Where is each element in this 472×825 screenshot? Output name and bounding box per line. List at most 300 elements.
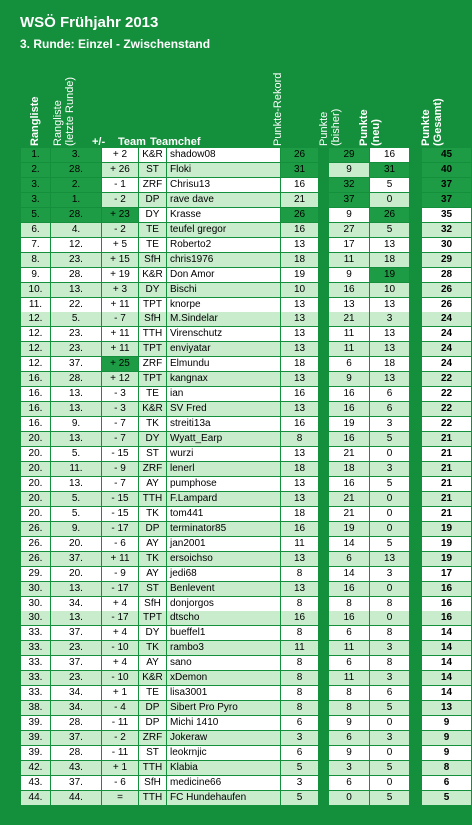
- prev-rank-cell: 34.: [51, 686, 101, 700]
- team-cell: SfH: [139, 597, 166, 611]
- prev-rank-cell: 28.: [51, 268, 101, 282]
- gap: [410, 372, 421, 387]
- gap: [319, 761, 328, 776]
- prev-rank-cell: 37.: [51, 552, 101, 566]
- table-row: [21, 477, 471, 493]
- punkte-bisher-cell: 32: [329, 178, 369, 192]
- diff-cell: - 2: [102, 223, 138, 237]
- punkte-gesamt-cell: 19: [422, 522, 471, 536]
- diff-cell: + 11: [102, 298, 138, 312]
- table-row: [21, 746, 471, 762]
- punkte-bisher-cell: 17: [329, 238, 369, 252]
- teamchef-cell: medicine66: [167, 776, 280, 790]
- table-row: [21, 268, 471, 284]
- teamchef-cell: Virenschutz: [167, 327, 280, 341]
- diff-cell: - 9: [102, 462, 138, 476]
- teamchef-cell: pumphose: [167, 477, 280, 491]
- rank-cell: 42.: [21, 761, 50, 775]
- punkte-neu-cell: 6: [370, 402, 409, 416]
- rank-cell: 20.: [21, 507, 50, 521]
- punkte-rekord-cell: 10: [281, 283, 318, 297]
- table-row: [21, 492, 471, 508]
- punkte-neu-cell: 18: [370, 357, 409, 371]
- teamchef-cell: Don Amor: [167, 268, 280, 282]
- punkte-neu-cell: 13: [370, 552, 409, 566]
- table-row: [21, 402, 471, 418]
- team-cell: K&R: [139, 268, 166, 282]
- punkte-bisher-cell: 16: [329, 402, 369, 416]
- punkte-rekord-cell: 13: [281, 492, 318, 506]
- diff-cell: + 2: [102, 148, 138, 162]
- gap: [410, 148, 421, 163]
- punkte-bisher-cell: 16: [329, 283, 369, 297]
- diff-cell: + 1: [102, 686, 138, 700]
- team-cell: DP: [139, 716, 166, 730]
- rank-cell: 20.: [21, 492, 50, 506]
- gap: [319, 402, 328, 417]
- teamchef-cell: F.Lampard: [167, 492, 280, 506]
- header-punkte-gesamt: Punkte (Gesamt): [420, 98, 444, 146]
- prev-rank-cell: 1.: [51, 193, 101, 207]
- punkte-neu-cell: 16: [370, 148, 409, 162]
- teamchef-cell: teufel gregor: [167, 223, 280, 237]
- prev-rank-cell: 13.: [51, 477, 101, 491]
- table-row: [21, 417, 471, 433]
- prev-rank-cell: 4.: [51, 223, 101, 237]
- gap: [410, 611, 421, 626]
- gap: [319, 597, 328, 612]
- gap: [410, 178, 421, 193]
- gap: [410, 582, 421, 597]
- punkte-rekord-cell: 8: [281, 432, 318, 446]
- gap: [410, 597, 421, 612]
- team-cell: TK: [139, 507, 166, 521]
- teamchef-cell: Chrisu13: [167, 178, 280, 192]
- punkte-rekord-cell: 18: [281, 357, 318, 371]
- table-row: [21, 283, 471, 299]
- punkte-bisher-cell: 18: [329, 462, 369, 476]
- gap: [319, 656, 328, 671]
- prev-rank-cell: 23.: [51, 342, 101, 356]
- gap: [410, 268, 421, 283]
- diff-cell: - 10: [102, 641, 138, 655]
- rank-cell: 39.: [21, 731, 50, 745]
- team-cell: DP: [139, 522, 166, 536]
- gap: [410, 492, 421, 507]
- table-row: [21, 731, 471, 747]
- punkte-neu-cell: 13: [370, 298, 409, 312]
- rank-cell: 2.: [21, 163, 50, 177]
- punkte-neu-cell: 5: [370, 223, 409, 237]
- prev-rank-cell: 20.: [51, 567, 101, 581]
- punkte-rekord-cell: 16: [281, 178, 318, 192]
- prev-rank-cell: 13.: [51, 432, 101, 446]
- punkte-gesamt-cell: 14: [422, 686, 471, 700]
- punkte-bisher-cell: 11: [329, 641, 369, 655]
- punkte-neu-cell: 0: [370, 611, 409, 625]
- punkte-gesamt-cell: 30: [422, 238, 471, 252]
- prev-rank-cell: 9.: [51, 522, 101, 536]
- gap: [410, 462, 421, 477]
- table-row: [21, 148, 471, 164]
- diff-cell: - 2: [102, 731, 138, 745]
- gap: [319, 238, 328, 253]
- table-row: [21, 776, 471, 792]
- prev-rank-cell: 44.: [51, 791, 101, 805]
- diff-cell: - 4: [102, 701, 138, 715]
- diff-cell: - 7: [102, 432, 138, 446]
- punkte-neu-cell: 5: [370, 477, 409, 491]
- rank-cell: 12.: [21, 357, 50, 371]
- punkte-neu-cell: 13: [370, 238, 409, 252]
- teamchef-cell: chris1976: [167, 253, 280, 267]
- diff-cell: - 17: [102, 522, 138, 536]
- header-diff: +/-: [92, 136, 106, 148]
- rank-cell: 44.: [21, 791, 50, 805]
- gap: [410, 716, 421, 731]
- rank-cell: 11.: [21, 298, 50, 312]
- teamchef-cell: xDemon: [167, 671, 280, 685]
- rank-cell: 16.: [21, 387, 50, 401]
- punkte-bisher-cell: 19: [329, 522, 369, 536]
- punkte-neu-cell: 13: [370, 327, 409, 341]
- punkte-rekord-cell: 13: [281, 298, 318, 312]
- teamchef-cell: sano: [167, 656, 280, 670]
- teamchef-cell: streiti13a: [167, 417, 280, 431]
- table-row: [21, 671, 471, 687]
- punkte-bisher-cell: 27: [329, 223, 369, 237]
- team-cell: DY: [139, 626, 166, 640]
- punkte-bisher-cell: 37: [329, 193, 369, 207]
- table-row: [21, 357, 471, 373]
- gap: [319, 342, 328, 357]
- gap: [410, 298, 421, 313]
- gap: [319, 641, 328, 656]
- rank-cell: 33.: [21, 671, 50, 685]
- table-row: [21, 342, 471, 358]
- punkte-bisher-cell: 13: [329, 298, 369, 312]
- table-row: [21, 208, 471, 224]
- punkte-bisher-cell: 6: [329, 552, 369, 566]
- rank-cell: 26.: [21, 522, 50, 536]
- gap: [319, 178, 328, 193]
- diff-cell: + 1: [102, 761, 138, 775]
- punkte-rekord-cell: 6: [281, 716, 318, 730]
- table-row: [21, 223, 471, 239]
- punkte-gesamt-cell: 14: [422, 626, 471, 640]
- punkte-bisher-cell: 9: [329, 716, 369, 730]
- gap: [319, 268, 328, 283]
- punkte-rekord-cell: 18: [281, 462, 318, 476]
- punkte-neu-cell: 3: [370, 567, 409, 581]
- gap: [319, 537, 328, 552]
- punkte-rekord-cell: 16: [281, 611, 318, 625]
- punkte-bisher-cell: 21: [329, 492, 369, 506]
- prev-rank-cell: 20.: [51, 537, 101, 551]
- punkte-bisher-cell: 14: [329, 537, 369, 551]
- punkte-rekord-cell: 16: [281, 522, 318, 536]
- table-row: [21, 761, 471, 777]
- punkte-rekord-cell: 3: [281, 731, 318, 745]
- teamchef-cell: enviyatar: [167, 342, 280, 356]
- rank-cell: 20.: [21, 447, 50, 461]
- prev-rank-cell: 28.: [51, 716, 101, 730]
- diff-cell: + 11: [102, 342, 138, 356]
- punkte-gesamt-cell: 5: [422, 791, 471, 805]
- gap: [410, 507, 421, 522]
- team-cell: DY: [139, 208, 166, 222]
- rank-cell: 8.: [21, 253, 50, 267]
- prev-rank-cell: 13.: [51, 387, 101, 401]
- teamchef-cell: bueffel1: [167, 626, 280, 640]
- gap: [319, 432, 328, 447]
- gap: [319, 477, 328, 492]
- team-cell: TPT: [139, 298, 166, 312]
- teamchef-cell: terminator85: [167, 522, 280, 536]
- rank-cell: 9.: [21, 268, 50, 282]
- table-row: [21, 597, 471, 613]
- punkte-gesamt-cell: 22: [422, 402, 471, 416]
- punkte-rekord-cell: 6: [281, 746, 318, 760]
- punkte-rekord-cell: 13: [281, 372, 318, 386]
- page-subtitle: 3. Runde: Einzel - Zwischenstand: [20, 37, 211, 51]
- punkte-rekord-cell: 8: [281, 567, 318, 581]
- prev-rank-cell: 43.: [51, 761, 101, 775]
- table-row: [21, 507, 471, 523]
- punkte-rekord-cell: 8: [281, 686, 318, 700]
- diff-cell: - 17: [102, 611, 138, 625]
- gap: [410, 283, 421, 298]
- diff-cell: - 6: [102, 776, 138, 790]
- team-cell: TPT: [139, 342, 166, 356]
- prev-rank-cell: 11.: [51, 462, 101, 476]
- gap: [410, 746, 421, 761]
- table-row: [21, 701, 471, 717]
- table-row: [21, 298, 471, 314]
- gap: [319, 417, 328, 432]
- prev-rank-cell: 9.: [51, 417, 101, 431]
- gap: [319, 148, 328, 163]
- gap: [319, 208, 328, 223]
- punkte-neu-cell: 8: [370, 626, 409, 640]
- diff-cell: - 15: [102, 507, 138, 521]
- diff-cell: + 5: [102, 238, 138, 252]
- gap: [319, 283, 328, 298]
- punkte-rekord-cell: 8: [281, 671, 318, 685]
- team-cell: TE: [139, 686, 166, 700]
- diff-cell: + 19: [102, 268, 138, 282]
- table-row: [21, 447, 471, 463]
- team-cell: TE: [139, 387, 166, 401]
- punkte-bisher-cell: 3: [329, 761, 369, 775]
- gap: [319, 522, 328, 537]
- punkte-bisher-cell: 9: [329, 208, 369, 222]
- gap: [410, 552, 421, 567]
- diff-cell: - 7: [102, 477, 138, 491]
- prev-rank-cell: 37.: [51, 357, 101, 371]
- diff-cell: - 15: [102, 447, 138, 461]
- table-row: [21, 462, 471, 478]
- diff-cell: + 23: [102, 208, 138, 222]
- teamchef-cell: Benlevent: [167, 582, 280, 596]
- rank-cell: 26.: [21, 537, 50, 551]
- table-row: [21, 178, 471, 194]
- gap: [410, 686, 421, 701]
- prev-rank-cell: 37.: [51, 731, 101, 745]
- prev-rank-cell: 28.: [51, 163, 101, 177]
- table-row: [21, 716, 471, 732]
- gap: [410, 776, 421, 791]
- gap: [410, 671, 421, 686]
- punkte-rekord-cell: 8: [281, 597, 318, 611]
- punkte-bisher-cell: 16: [329, 611, 369, 625]
- team-cell: K&R: [139, 148, 166, 162]
- gap: [410, 701, 421, 716]
- team-cell: ZRF: [139, 178, 166, 192]
- punkte-neu-cell: 3: [370, 462, 409, 476]
- table-row: [21, 686, 471, 702]
- header-team: Team: [118, 136, 146, 148]
- punkte-bisher-cell: 11: [329, 342, 369, 356]
- table-row: [21, 312, 471, 328]
- prev-rank-cell: 12.: [51, 238, 101, 252]
- punkte-rekord-cell: 13: [281, 552, 318, 566]
- gap: [319, 552, 328, 567]
- team-cell: SfH: [139, 312, 166, 326]
- prev-rank-cell: 13.: [51, 283, 101, 297]
- team-cell: TTH: [139, 761, 166, 775]
- punkte-bisher-cell: 6: [329, 626, 369, 640]
- punkte-bisher-cell: 9: [329, 746, 369, 760]
- punkte-neu-cell: 3: [370, 671, 409, 685]
- gap: [410, 342, 421, 357]
- punkte-gesamt-cell: 24: [422, 342, 471, 356]
- prev-rank-cell: 28.: [51, 208, 101, 222]
- diff-cell: - 7: [102, 312, 138, 326]
- gap: [319, 731, 328, 746]
- punkte-gesamt-cell: 21: [422, 462, 471, 476]
- punkte-bisher-cell: 19: [329, 417, 369, 431]
- diff-cell: - 2: [102, 193, 138, 207]
- rank-cell: 29.: [21, 567, 50, 581]
- prev-rank-cell: 23.: [51, 641, 101, 655]
- punkte-neu-cell: 13: [370, 372, 409, 386]
- punkte-neu-cell: 0: [370, 776, 409, 790]
- teamchef-cell: donjorgos: [167, 597, 280, 611]
- punkte-bisher-cell: 21: [329, 312, 369, 326]
- table-row: [21, 537, 471, 553]
- gap: [319, 507, 328, 522]
- team-cell: TE: [139, 238, 166, 252]
- diff-cell: - 11: [102, 716, 138, 730]
- gap: [319, 776, 328, 791]
- gap: [319, 372, 328, 387]
- teamchef-cell: lenerl: [167, 462, 280, 476]
- header-teamchef: Teamchef: [150, 136, 201, 148]
- teamchef-cell: Roberto2: [167, 238, 280, 252]
- table-row: [21, 253, 471, 269]
- table-row: [21, 791, 471, 807]
- prev-rank-cell: 2.: [51, 178, 101, 192]
- teamchef-cell: ersoichso: [167, 552, 280, 566]
- prev-rank-cell: 22.: [51, 298, 101, 312]
- diff-cell: + 3: [102, 283, 138, 297]
- teamchef-cell: Wyatt_Earp: [167, 432, 280, 446]
- team-cell: ZRF: [139, 462, 166, 476]
- team-cell: TTH: [139, 791, 166, 805]
- team-cell: DP: [139, 193, 166, 207]
- punkte-neu-cell: 0: [370, 507, 409, 521]
- punkte-rekord-cell: 13: [281, 402, 318, 416]
- diff-cell: + 25: [102, 357, 138, 371]
- punkte-bisher-cell: 11: [329, 253, 369, 267]
- punkte-neu-cell: 5: [370, 432, 409, 446]
- gap: [319, 253, 328, 268]
- punkte-neu-cell: 3: [370, 641, 409, 655]
- gap: [319, 298, 328, 313]
- punkte-rekord-cell: 13: [281, 312, 318, 326]
- punkte-bisher-cell: 9: [329, 163, 369, 177]
- punkte-bisher-cell: 16: [329, 477, 369, 491]
- prev-rank-cell: 13.: [51, 402, 101, 416]
- punkte-neu-cell: 18: [370, 253, 409, 267]
- punkte-rekord-cell: 21: [281, 193, 318, 207]
- punkte-gesamt-cell: 45: [422, 148, 471, 162]
- rank-cell: 3.: [21, 178, 50, 192]
- rank-cell: 12.: [21, 327, 50, 341]
- punkte-rekord-cell: 5: [281, 791, 318, 805]
- gap: [410, 208, 421, 223]
- punkte-gesamt-cell: 9: [422, 716, 471, 730]
- rank-cell: 5.: [21, 208, 50, 222]
- punkte-gesamt-cell: 40: [422, 163, 471, 177]
- diff-cell: - 7: [102, 417, 138, 431]
- team-cell: AY: [139, 656, 166, 670]
- punkte-rekord-cell: 16: [281, 417, 318, 431]
- team-cell: DY: [139, 432, 166, 446]
- punkte-gesamt-cell: 19: [422, 552, 471, 566]
- teamchef-cell: wurzi: [167, 447, 280, 461]
- rank-cell: 43.: [21, 776, 50, 790]
- rank-cell: 33.: [21, 656, 50, 670]
- punkte-neu-cell: 13: [370, 342, 409, 356]
- punkte-gesamt-cell: 8: [422, 761, 471, 775]
- team-cell: K&R: [139, 402, 166, 416]
- punkte-gesamt-cell: 21: [422, 477, 471, 491]
- teamchef-cell: Sibert Pro Pyro: [167, 701, 280, 715]
- punkte-bisher-cell: 9: [329, 268, 369, 282]
- teamchef-cell: lisa3001: [167, 686, 280, 700]
- punkte-neu-cell: 26: [370, 208, 409, 222]
- header-punkte-neu: Punkte (neu): [358, 109, 382, 146]
- teamchef-cell: M.Sindelar: [167, 312, 280, 326]
- gap: [410, 656, 421, 671]
- punkte-gesamt-cell: 24: [422, 327, 471, 341]
- teamchef-cell: ian: [167, 387, 280, 401]
- rank-cell: 10.: [21, 283, 50, 297]
- punkte-gesamt-cell: 22: [422, 372, 471, 386]
- gap: [410, 193, 421, 208]
- punkte-neu-cell: 0: [370, 582, 409, 596]
- punkte-bisher-cell: 29: [329, 148, 369, 162]
- gap: [410, 357, 421, 372]
- prev-rank-cell: 23.: [51, 253, 101, 267]
- punkte-bisher-cell: 8: [329, 701, 369, 715]
- table-row: [21, 432, 471, 448]
- punkte-gesamt-cell: 6: [422, 776, 471, 790]
- rank-cell: 20.: [21, 462, 50, 476]
- punkte-neu-cell: 0: [370, 492, 409, 506]
